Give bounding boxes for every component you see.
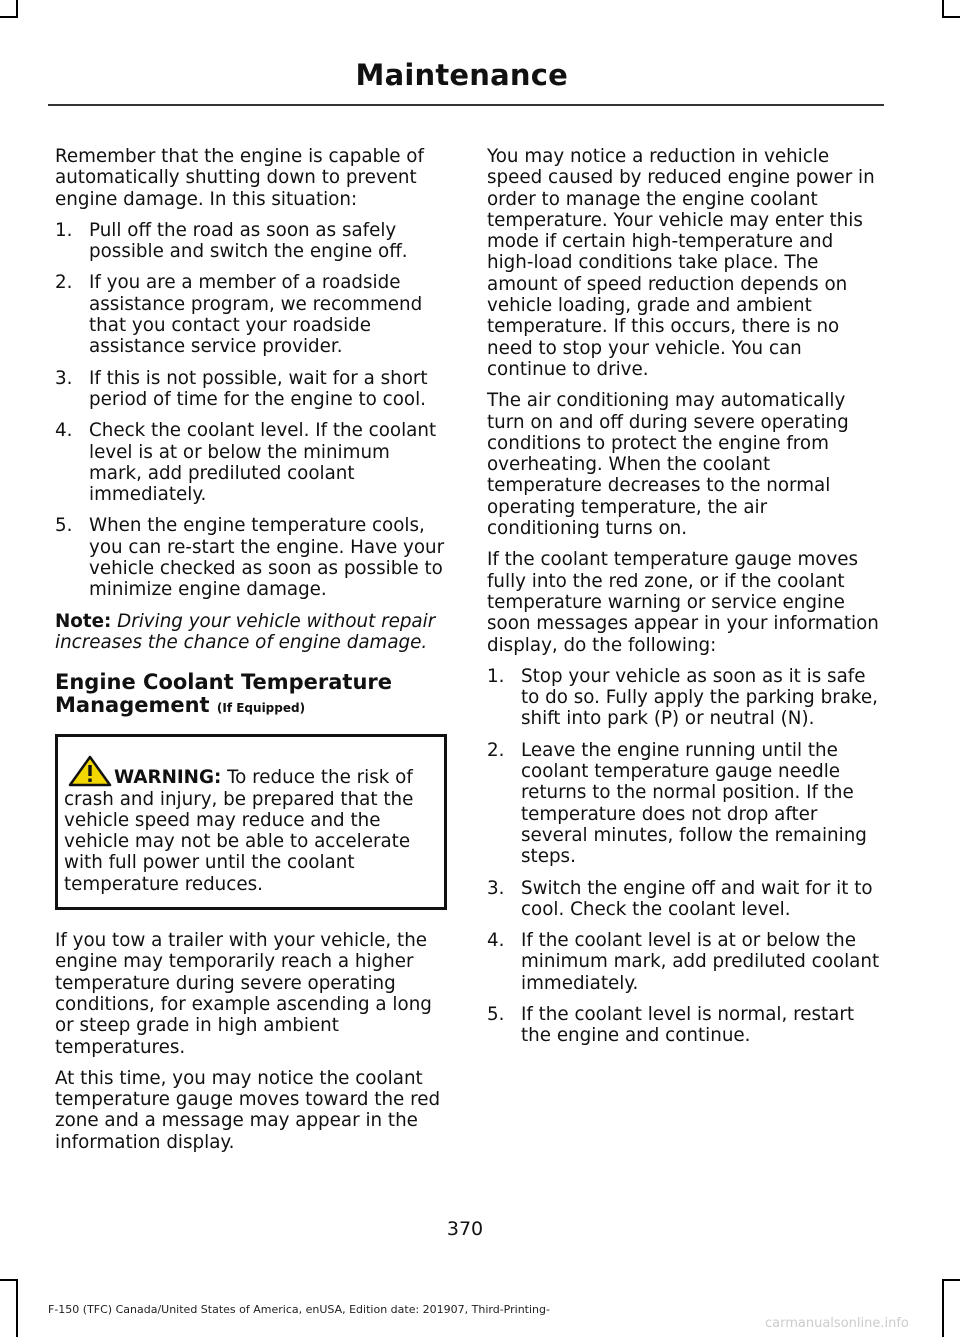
list-item (55, 420, 447, 505)
note-paragraph (55, 611, 447, 654)
step-number: 3. (487, 877, 505, 899)
step-text: Switch the engine off and wait for it to cool. Check the coolant level. (521, 877, 873, 920)
step-number: 5. (55, 515, 73, 537)
section-heading-text: Engine Coolant Temperature Management (55, 670, 393, 718)
crop-mark-bottom-right-h (942, 1279, 960, 1281)
list-item (487, 666, 881, 730)
step-number: 3. (55, 367, 73, 389)
step-text: Leave the engine running until the coolant temperature gauge needle returns to the normal position. If the temperature does not drop after several minutes, follow the remaining steps. (521, 739, 867, 868)
crop-mark-top-left-h (0, 16, 18, 18)
section-qualifier: (If Equipped) (216, 701, 306, 716)
watermark: carmanualsonline.info (765, 1316, 909, 1331)
step-number: 2. (55, 272, 73, 294)
red-zone-paragraph: If the coolant temperature gauge moves fully into the red zone, or if the coolant temperature warning or service engine soon messages appear in your information display, do the following: (487, 549, 879, 656)
step-text: If you are a member of a roadside assistance program, we recommend that you contact your roadside assistance service provider. (89, 272, 423, 358)
step-number: 1. (55, 219, 73, 241)
step-text: If the coolant level is normal, restart the engine and continue. (521, 1003, 855, 1047)
step-number: 4. (55, 420, 73, 442)
right-column (487, 146, 881, 1057)
step-text: If this is not possible, wait for a short period of time for the engine to cool. (89, 367, 428, 410)
step-number: 4. (487, 930, 505, 952)
step-number: 1. (487, 665, 505, 687)
shutdown-steps-list (55, 220, 447, 601)
list-item (55, 220, 447, 263)
list-item (55, 272, 447, 357)
gauge-paragraph: At this time, you may notice the coolant temperature gauge moves toward the red zone and a message may appear in the information display. (55, 1067, 441, 1153)
step-text: Pull off the road as soon as safely possible and switch the engine off. (89, 219, 408, 263)
red-zone-steps-list (487, 666, 881, 1047)
step-text: If the coolant level is at or below the minimum mark, add prediluted coolant immediately. (521, 930, 880, 994)
crop-mark-bottom-left-v (16, 1279, 18, 1337)
list-item (55, 368, 447, 411)
towing-paragraph: If you tow a trailer with your vehicle, the engine may temporarily reach a higher temperature during severe operating conditions, for example ascending a long or steep grade in high ambient temperatures. (55, 930, 432, 1058)
speed-reduction-paragraph: You may notice a reduction in vehicle speed caused by reduced engine power in order to manage the engine coolant temperature. Your vehicle may enter this mode if certain high-temperature and high-load conditions take place. The amount of speed reduction depends on vehicle loading, grade and ambient temperature. If this occurs, there is no need to stop your vehicle. You can continue to drive. (487, 146, 875, 380)
step-text: When the engine temperature cools, you can re-start the engine. Have your vehicle checked as soon as possible to minimize engine damage. (89, 515, 445, 601)
warning-label: WARNING: (114, 767, 222, 789)
warning-text: To reduce the risk of crash and injury, be prepared that the vehicle speed may reduce and the vehicle may not be able to accelerate with full power until the coolant temperature reduces. (64, 767, 414, 895)
section-heading (55, 671, 447, 720)
step-number: 5. (487, 1003, 505, 1025)
list-item (487, 930, 881, 994)
intro-paragraph: Remember that the engine is capable of automatically shutting down to prevent engine damage. In this situation: (55, 146, 424, 210)
note-label: Note: (55, 610, 112, 632)
edition-footer: F-150 (TFC) Canada/United States of America, enUSA, Edition date: 201907, Third-Printing- (48, 1303, 550, 1316)
list-item (55, 515, 447, 600)
left-column (55, 146, 447, 1163)
air-conditioning-paragraph: The air conditioning may automatically turn on and off during severe operating conditions to protect the engine from overheating. When the coolant temperature decreases to the normal operating temperature, the air conditioning turns on. (487, 390, 849, 540)
crop-mark-bottom-left-h (0, 1279, 18, 1281)
step-text: Check the coolant level. If the coolant level is at or below the minimum mark, add prediluted coolant immediately. (89, 420, 437, 506)
step-number: 2. (487, 739, 505, 761)
page-number: 370 (446, 1218, 484, 1240)
list-item (487, 1004, 881, 1047)
page-title: Maintenance (355, 58, 568, 92)
crop-mark-bottom-right-v (942, 1279, 944, 1337)
crop-mark-top-right-h (942, 16, 960, 18)
warning-triangle-icon (68, 755, 112, 787)
note-text: Driving your vehicle without repair increases the chance of engine damage. (55, 610, 436, 653)
step-text: Stop your vehicle as soon as it is safe to do so. Fully apply the parking brake, shift into park (P) or neutral (N). (521, 665, 878, 730)
list-item (487, 878, 881, 921)
list-item (487, 740, 881, 868)
warning-box (55, 734, 447, 910)
header-rule (48, 104, 884, 106)
